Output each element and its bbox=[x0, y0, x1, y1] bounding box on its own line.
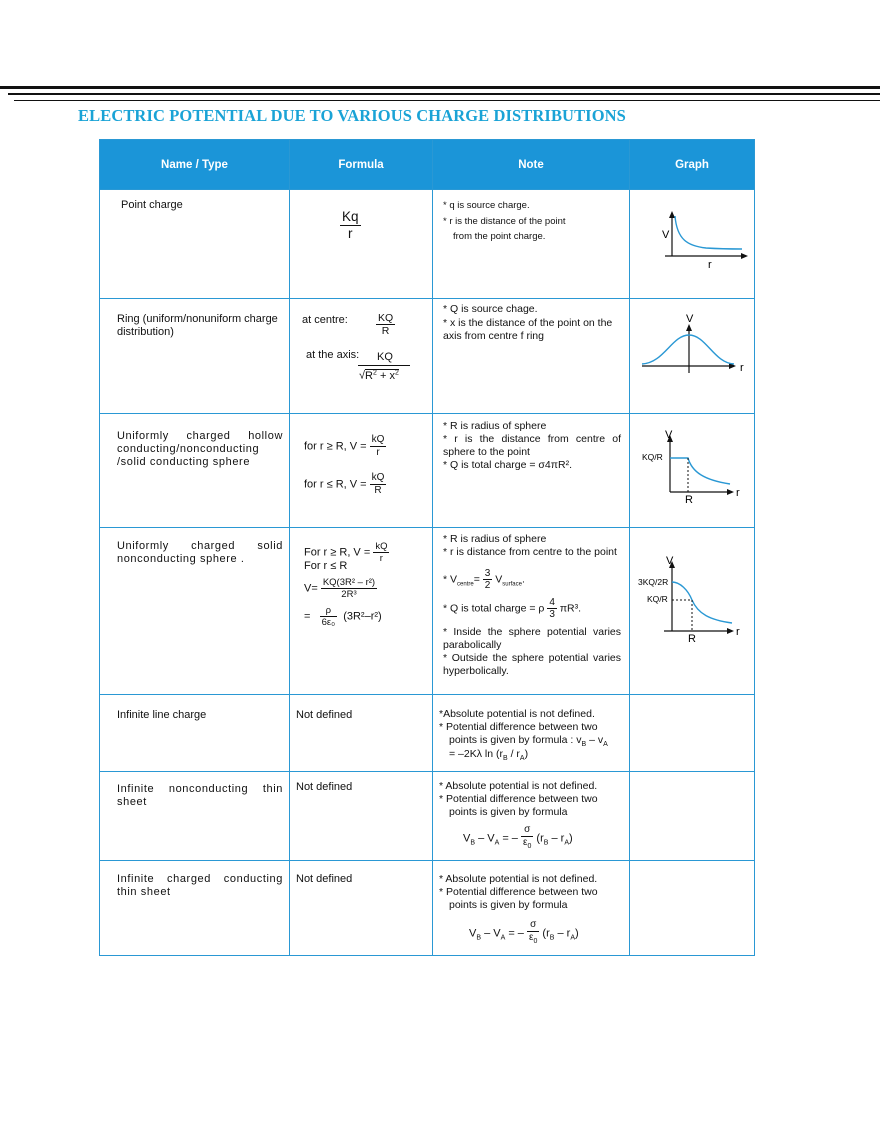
table-row bbox=[100, 299, 755, 414]
solid-formula-outside: For r ≥ R, V = $\frac{kQ}{r}$ bbox=[304, 541, 388, 564]
graph-r-label: r bbox=[736, 487, 740, 499]
graph-r-label: r bbox=[708, 259, 712, 268]
row-name: Point charge bbox=[121, 199, 183, 211]
table-row bbox=[100, 772, 755, 861]
note-line: *Absolute potential is not defined. bbox=[439, 708, 595, 720]
formula-not-defined: Not defined bbox=[296, 781, 353, 793]
table-row bbox=[100, 190, 755, 299]
ring-axis-label: at the axis: bbox=[306, 349, 360, 361]
graph-level-label: KQ/R bbox=[642, 452, 663, 462]
graph-R-label: R bbox=[685, 494, 693, 506]
note-line: * Inside the sphere potential varies parabolically bbox=[443, 626, 621, 651]
note-line: * r is the distance of the point bbox=[443, 216, 566, 227]
solid-formula-inside: V= $\frac{\text{KQ(3R² – r²)}}{\text{2R³}}$ bbox=[304, 577, 376, 600]
header-formula: Formula bbox=[290, 140, 433, 190]
graph-v-label: V bbox=[662, 229, 670, 241]
note-line: * Potential difference between two bbox=[439, 793, 598, 805]
table-row bbox=[100, 695, 755, 772]
hollow-sphere-graph bbox=[640, 428, 752, 508]
charge-distribution-table bbox=[99, 139, 755, 956]
row-name: Uniformly charged hollow conducting/nonconducting /solid conducting sphere bbox=[117, 430, 283, 468]
note-line: * Outside the sphere potential varies hyperbolically. bbox=[443, 652, 621, 677]
table-row bbox=[100, 414, 755, 528]
row-name: Ring (uniform/nonuniform charge distribution) bbox=[117, 313, 278, 338]
top-rule-thick bbox=[0, 86, 880, 89]
note-line: * Potential difference between two bbox=[439, 886, 598, 898]
row-name: Infinite charged conducting thin sheet bbox=[117, 873, 283, 898]
solid-sphere-graph bbox=[636, 552, 752, 646]
note-line: * Absolute potential is not defined. bbox=[439, 873, 598, 885]
row-name: Uniformly charged solid nonconducting sphere . bbox=[117, 540, 283, 565]
ring-centre-label: at centre: bbox=[302, 314, 348, 326]
note-total-charge: * Q is total charge = ρ $\frac{4}{3}$ πR³. bbox=[443, 597, 582, 620]
point-charge-graph bbox=[650, 208, 750, 268]
table-row bbox=[100, 861, 755, 956]
note-line: * R is radius of sphere bbox=[443, 420, 547, 432]
graph-level-label: KQ/R bbox=[647, 594, 668, 604]
solid-formula-inside-label: For r ≤ R bbox=[304, 560, 348, 572]
note-formula-line: points is given by formula : $v_B - v_A$ bbox=[449, 734, 608, 749]
note-line: * R is radius of sphere bbox=[443, 533, 547, 545]
table-header-row bbox=[100, 140, 755, 190]
note-vcentre: * $V_{centre}=$ $\frac{3}{2}$ $V_{surface}$. bbox=[443, 568, 525, 591]
table-row bbox=[100, 528, 755, 695]
solid-formula-density: = $\frac{\rho}{\text{6ε₀}}$ (3R²–r²) bbox=[304, 605, 382, 628]
graph-top-label: 3KQ/2R bbox=[638, 577, 669, 587]
ring-graph bbox=[634, 311, 752, 383]
note-line: * Q is total charge = σ4πR². bbox=[443, 459, 572, 471]
graph-v-label: V bbox=[666, 555, 674, 567]
header-graph: Graph bbox=[630, 140, 755, 190]
row-name: Infinite line charge bbox=[117, 709, 207, 721]
note-formula-line: = –2Kλ $\ln (r_B / r_A)$ bbox=[449, 748, 529, 763]
top-rule-mid bbox=[8, 93, 880, 95]
row-name: Infinite nonconducting thin sheet bbox=[117, 783, 283, 808]
note-line: * r is distance from centre to the point bbox=[443, 546, 617, 558]
note-line: * r is the distance from centre of sphere to the point bbox=[443, 433, 621, 458]
hollow-formula-outside: for r ≥ R, V = $\frac{kQ}{r}$ bbox=[304, 434, 385, 458]
page-title: ELECTRIC POTENTIAL DUE TO VARIOUS CHARGE DISTRIBUTIONS bbox=[78, 106, 626, 125]
note-line: * Q is source chage. bbox=[443, 303, 538, 315]
header-name: Name / Type bbox=[100, 140, 290, 190]
hollow-formula-inside: for r ≤ R, V = $\frac{kQ}{R}$ bbox=[304, 472, 385, 496]
point-charge-formula: $\frac{Kq}{r}$ bbox=[342, 209, 359, 241]
header-note: Note bbox=[433, 140, 630, 190]
note-line: from the point charge. bbox=[453, 231, 546, 242]
graph-r-label: r bbox=[740, 362, 744, 374]
formula-not-defined: Not defined bbox=[296, 873, 353, 885]
note-line: points is given by formula bbox=[449, 899, 568, 911]
note-line: * Potential difference between two bbox=[439, 721, 598, 733]
sheet-equation: $V_B - V_A$ = – $\frac{\sigma}{\varepsilon_0}$ $(r_B - r_A)$ bbox=[469, 919, 579, 945]
note-line: * Absolute potential is not defined. bbox=[439, 780, 598, 792]
graph-r-label: r bbox=[736, 626, 740, 638]
formula-not-defined: Not defined bbox=[296, 709, 353, 721]
sheet-equation: $V_B - V_A$ = – $\frac{\sigma}{\varepsilon_0}$ $(r_B - r_A)$ bbox=[463, 824, 573, 850]
graph-v-label: V bbox=[686, 313, 694, 325]
note-line: * q is source charge. bbox=[443, 200, 530, 211]
ring-centre-formula: $\frac{KQ}{R}$ bbox=[378, 312, 394, 337]
top-rule-thin bbox=[14, 100, 880, 101]
note-line: * x is the distance of the point on the axis from centre f ring bbox=[443, 317, 613, 342]
note-line: points is given by formula bbox=[449, 806, 568, 818]
graph-R-label: R bbox=[688, 633, 696, 645]
ring-axis-num: KQ bbox=[377, 351, 393, 363]
ring-axis-den: $√R^2 + x^2$ bbox=[359, 369, 399, 382]
graph-v-label: V bbox=[665, 429, 673, 441]
